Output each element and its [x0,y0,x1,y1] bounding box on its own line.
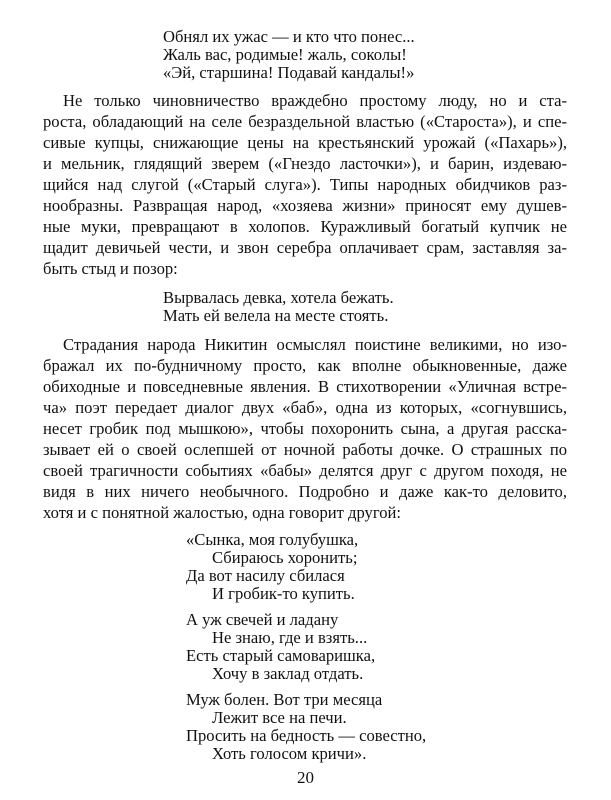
poem-line: Сбираюсь хоронить; [212,548,358,567]
paragraph-line: щийся над слугой («Старый слуга»). Типы народных обидчиков раз- [43,175,567,194]
paragraph-line: роста, обладающий на селе безраздельной властью («Староста»), и спе- [43,112,567,131]
stanza1-line: «Эй, старшина! Подавай кандалы!» [163,63,415,82]
paragraph-line: и мельник, глядящий зверем («Гнездо ласточки»), и барин, издеваю- [43,154,567,173]
poem-line: А уж свечей и ладану [186,610,339,629]
paragraph-line: видя в них ничего необычного. Подробно и даже как-то деловито, [43,482,567,501]
paragraph-line: ча» поэт передает диалог двух «баб», одна из которых, «согнувшись, [43,398,567,417]
stanza2-line: Вырвалась девка, хотела бежать. [163,288,394,307]
page-number: 20 [297,768,314,787]
paragraph-line: ные муки, превращают в холопов. Куражливый богатый купчик не [43,217,567,236]
paragraph-line: нообразны. Развращая народ, «хозяева жизни» приносят ему душев- [43,196,567,215]
paragraph-line: несет гробик под мышкою», чтобы похоронить сына, а другая расска- [43,419,567,438]
poem-line: Да вот насилу сбилася [186,566,345,585]
paragraph-line: своей трагичности событиях «бабы» делятся друг с другом походя, не [43,461,567,480]
paragraph-line: хотя и с понятной жалостью, одна говорит другой: [43,503,402,522]
paragraph-line: бражал их по-будничному просто, как вполне обыкновенные, даже [43,356,567,375]
poem-line: Муж болен. Вот три месяца [186,690,383,709]
paragraph-line: щадит девичьей чести, и звон серебра оплачивает срам, заставляя за- [43,238,567,257]
poem-line: «Сынка, моя голубушка, [186,530,359,549]
poem-line: Просить на бедность — совестно, [186,726,427,745]
stanza2-line: Мать ей велела на месте стоять. [163,306,389,325]
poem-line: И гробик-то купить. [212,584,355,603]
paragraph-line: Не только чиновничество враждебно простому люду, но и ста- [63,91,567,110]
paragraph-line: зывает ей о своей ослепшей от ночной работы дочке. О страшных по [43,440,567,459]
stanza1-line: Обнял их ужас — и кто что понес... [163,27,415,46]
stanza1-line: Жаль вас, родимые! жаль, соколы! [163,45,407,64]
poem-line: Лежит все на печи. [212,708,347,727]
paragraph-line: быть стыд и позор: [43,259,178,278]
paragraph-line: сивые купцы, снижающие цены на крестьянский урожай («Пахарь»), [43,133,567,152]
poem-line: Хоть голосом кричи». [212,744,367,763]
poem-line: Не знаю, где и взять... [212,628,368,647]
paragraph-line: Страдания народа Никитин осмыслял поистине великими, но изо- [63,335,567,354]
poem-line: Хочу в заклад отдать. [212,664,364,683]
poem-line: Есть старый самоваришка, [186,646,376,665]
paragraph-line: обиходные и повседневные явления. В стихотворении «Уличная встре- [43,377,567,396]
